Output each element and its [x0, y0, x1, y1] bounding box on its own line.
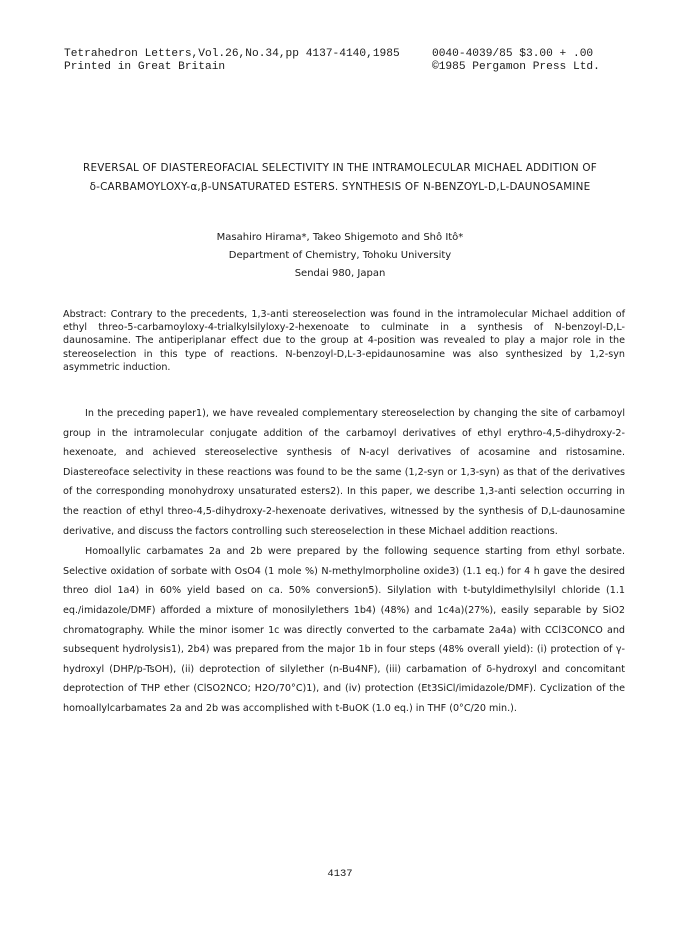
paragraph-2: Homoallylic carbamates 2a and 2b were prepared by the following sequence starting from ethyl sorbate. Selective oxidation of sorbate with OsO4 (1 mole %) N-methylmorpholine oxide3) (1.1 eq.) for 4 h gave the desired threo diol 1a4) in 60% yield based on ca. 50% conversion5). Silylation with t-butyldimethylsilyl chloride (1.1 eq./imidazole/DMF) afforded a mixture of monosilylethers 1b4) (48%) and 1c4a)(27%), easily separable by SiO2 chromatography. While the minor isomer 1c was directly converted to the carbamate 2a4a) with CCl3CONCO and subsequent hydrolysis1), 2b4) was prepared from the major 1b in four steps (48% overall yield): (i) protection of γ-hydroxyl (DHP/p-TsOH), (ii) deprotection of silylether (n-Bu4NF), (iii) carbamation of δ-hydroxyl and concomitant deprotection of THP ether (ClSO2NCO; H2O/70°C)1), and (iv) protection (Et3SiCl/imidazole/DMF). Cyclization of the homoallylcarbamates 2a and 2b was accomplished with t-BuOK (1.0 eq.) in THF (0°C/20 min.). — [63, 546, 625, 714]
abstract: Abstract: Contrary to the precedents, 1,3-anti stereoselection was found in the intramolecular Michael addition of ethyl threo-5-carbamoyloxy-4-trialkylsilyloxy-2-hexenoate to culminate in a synthesis of N-benzoyl-D,L-daunosamine. The antiperiplanar effect due to the group at 4-position was revealed to play a major role in the stereoselection in this type of reactions. N-benzoyl-D,L-3-epidaunosamine was also synthesized by 1,2-syn asymmetric induction. — [63, 309, 625, 373]
issn-price: 0040-4039/85 $3.00 + .00 — [432, 48, 594, 60]
copyright: ©1985 Pergamon Press Ltd. — [432, 61, 600, 73]
main-text — [63, 404, 625, 719]
affiliation-city: Sendai 980, Japan — [294, 268, 386, 279]
title-line-2: δ-CARBAMOYLOXY-α,β-UNSATURATED ESTERS. SYNTHESIS OF N-BENZOYL-D,L-DAUNOSAMINE — [89, 181, 591, 193]
affiliation-department: Department of Chemistry, Tohoku University — [228, 250, 452, 261]
authors: Masahiro Hirama*, Takeo Shigemoto and Shô Itô* — [216, 232, 464, 243]
title-line-1: REVERSAL OF DIASTEREOFACIAL SELECTIVITY IN THE INTRAMOLECULAR MICHAEL ADDITION OF — [83, 162, 597, 174]
page-number: 4137 — [327, 868, 353, 880]
journal-citation: Tetrahedron Letters,Vol.26,No.34,pp 4137-4140,1985 — [64, 48, 400, 60]
printed-in: Printed in Great Britain — [64, 61, 226, 73]
paragraph-1: In the preceding paper1), we have revealed complementary stereoselection by changing the site of carbamoyl group in the intramolecular conjugate addition of the carbamoyl derivatives of ethyl erythro-4,5-dihydroxy-2-hexenoate, and achieved stereoselective synthesis of N-acyl derivatives of acosamine and ristosamine. Diastereoface selectivity in these reactions was found to be the same (1,2-syn or 1,3-syn) as that of the derivatives of the corresponding monohydroxy unsaturated esters2). In this paper, we describe 1,3-anti selection occurring in the reaction of ethyl threo-4,5-dihydroxy-2-hexenoate derivatives, witnessed by the synthesis of D,L-daunosamine derivative, and discuss the factors controlling such stereoselection in these Michael addition reactions. — [63, 408, 625, 537]
